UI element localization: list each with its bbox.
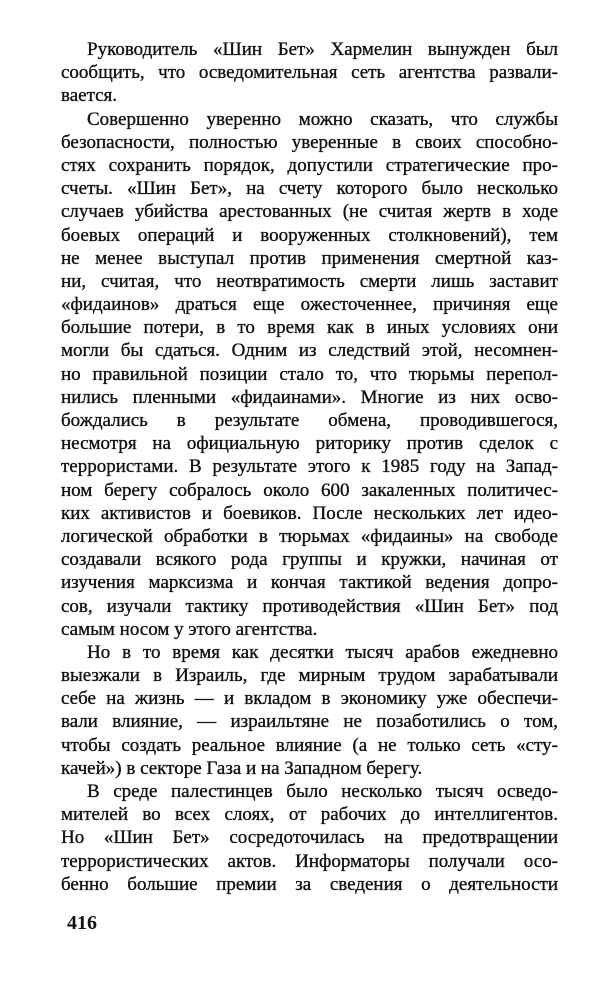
text-line: ни, считая, что неотвратимость смерти лишь заставит <box>61 270 558 292</box>
text-line: чтобы создать реальное влияние (а не только сеть «сту- <box>61 734 558 756</box>
text-line: нились пленными «фидаинами». Многие из них осво- <box>61 386 558 408</box>
text-line: боевых операций и вооруженных столкновений), тем <box>61 224 558 246</box>
text-line: мителей во всех слоях, от рабочих до интеллигентов. <box>61 804 558 826</box>
text-line: В среде палестинцев было несколько тысяч осведо- <box>87 781 558 802</box>
page-number: 416 <box>67 912 97 934</box>
text-line: стях сохранить порядок, допустили стратегические про- <box>61 154 558 176</box>
text-line: могли бы сдаться. Одним из следствий этой, несомнен- <box>61 340 558 362</box>
text-line: самым носом у этого агентства. <box>61 618 318 640</box>
text-line: себе на жизнь — и вкладом в экономику уже обеспечи- <box>61 688 558 710</box>
paragraph <box>61 38 558 108</box>
text-line: изучения марксизма и кончая тактикой ведения допро- <box>61 572 558 594</box>
text-line: Совершенно уверенно можно сказать, что службы <box>87 108 558 130</box>
text-line: но правильной позиции стало то, что тюрьмы перепол- <box>61 363 558 385</box>
text-line: качей») в секторе Газа и на Западном берегу. <box>61 757 423 779</box>
text-line: случаев убийства арестованных (не считая жертв в ходе <box>61 201 558 223</box>
text-line: Но в то время как десятки тысяч арабов ежедневно <box>87 641 558 663</box>
text-line: безопасности, полностью уверенные в своих способно- <box>61 131 558 153</box>
text-line: несмотря на официальную риторику против сделок с <box>61 433 558 455</box>
text-line: бенно большие премии за сведения о деятельности <box>61 873 558 895</box>
paragraph <box>61 641 558 780</box>
text-line: выезжали в Израиль, где мирным трудом зарабатывали <box>61 665 558 687</box>
paragraph <box>61 780 558 896</box>
text-line: «фидаинов» драться еще ожесточеннее, причиняя еще <box>61 294 558 316</box>
text-line: логической обработки в тюрьмах «фидаины» на свободе <box>61 525 558 547</box>
text-line: террористических актов. Информаторы получали осо- <box>61 850 558 872</box>
text-line: террористами. В результате этого к 1985 году на Запад- <box>61 456 558 478</box>
paragraph <box>61 108 558 641</box>
text-line: сов, изучали тактику противодействия «Шин Бет» под <box>61 595 558 617</box>
page-body-text <box>61 38 558 896</box>
text-line: Руководитель «Шин Бет» Хармелин вынужден был <box>87 39 558 60</box>
text-line: большие потери, в то время как в иных условиях они <box>61 317 558 339</box>
text-line: счеты. «Шин Бет», на счету которого было несколько <box>61 178 558 200</box>
text-line: вается. <box>61 85 118 107</box>
text-line: ном берегу собралось около 600 закаленных политичес- <box>61 479 558 501</box>
text-line: ких активистов и боевиков. После нескольких лет идео- <box>61 502 558 524</box>
text-line: Но «Шин Бет» сосредоточилась на предотвращении <box>61 827 558 849</box>
text-line: вали влияние, — израильтяне не позаботились о том, <box>61 711 558 733</box>
text-line: создавали всякого рода группы и кружки, начиная от <box>61 549 558 571</box>
text-line: не менее выступал против применения смертной каз- <box>61 247 558 269</box>
text-line: сообщить, что осведомительная сеть агентства развали- <box>61 62 558 84</box>
text-line: бождались в результате обмена, проводившегося, <box>61 410 558 431</box>
